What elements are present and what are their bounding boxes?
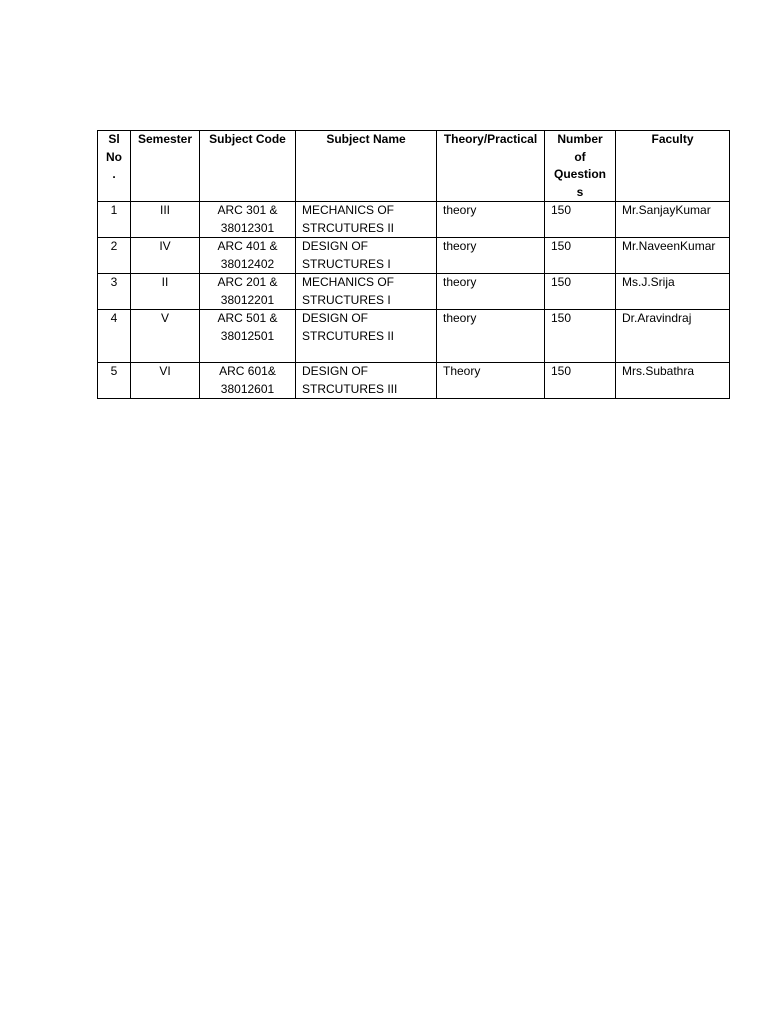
table-row (98, 310, 730, 363)
cell-subject-name: MECHANICS OF STRUCTURES I (296, 274, 437, 310)
cell-subject-name: DESIGN OF STRCUTURES II (296, 310, 437, 363)
cell-theory-practical: theory (437, 238, 545, 274)
cell-theory-practical: theory (437, 202, 545, 238)
table-row (98, 202, 730, 238)
cell-subject-code: ARC 401 & 38012402 (200, 238, 296, 274)
cell-subject-code: ARC 201 & 38012201 (200, 274, 296, 310)
cell-theory-practical: Theory (437, 363, 545, 399)
header-subject-name: Subject Name (296, 131, 437, 202)
cell-sl-no: 2 (98, 238, 131, 274)
table-header-row (98, 131, 730, 202)
cell-subject-name: DESIGN OF STRCUTURES III (296, 363, 437, 399)
cell-number-of-questions: 150 (545, 202, 616, 238)
header-subject-code: Subject Code (200, 131, 296, 202)
cell-theory-practical: theory (437, 274, 545, 310)
cell-sl-no: 5 (98, 363, 131, 399)
cell-faculty: Ms.J.Srija (616, 274, 730, 310)
cell-subject-code: ARC 601& 38012601 (200, 363, 296, 399)
cell-sl-no: 1 (98, 202, 131, 238)
cell-number-of-questions: 150 (545, 310, 616, 363)
cell-faculty: Mr.SanjayKumar (616, 202, 730, 238)
cell-semester: VI (131, 363, 200, 399)
cell-subject-name: MECHANICS OF STRCUTURES II (296, 202, 437, 238)
cell-faculty: Mrs.Subathra (616, 363, 730, 399)
table-row (98, 363, 730, 399)
cell-theory-practical: theory (437, 310, 545, 363)
header-number-of-questions: Number of Questions (545, 131, 616, 202)
cell-semester: V (131, 310, 200, 363)
cell-sl-no: 3 (98, 274, 131, 310)
header-faculty: Faculty (616, 131, 730, 202)
cell-subject-code: ARC 301 & 38012301 (200, 202, 296, 238)
cell-faculty: Mr.NaveenKumar (616, 238, 730, 274)
cell-semester: II (131, 274, 200, 310)
cell-faculty: Dr.Aravindraj (616, 310, 730, 363)
cell-semester: III (131, 202, 200, 238)
table-row (98, 238, 730, 274)
subject-table (97, 130, 730, 399)
cell-subject-code: ARC 501 & 38012501 (200, 310, 296, 363)
cell-subject-name: DESIGN OF STRUCTURES I (296, 238, 437, 274)
header-semester: Semester (131, 131, 200, 202)
header-sl-no: Sl No . (98, 131, 131, 202)
cell-number-of-questions: 150 (545, 363, 616, 399)
cell-sl-no: 4 (98, 310, 131, 363)
table-row (98, 274, 730, 310)
cell-number-of-questions: 150 (545, 238, 616, 274)
cell-number-of-questions: 150 (545, 274, 616, 310)
cell-semester: IV (131, 238, 200, 274)
header-theory-practical: Theory/Practical (437, 131, 545, 202)
